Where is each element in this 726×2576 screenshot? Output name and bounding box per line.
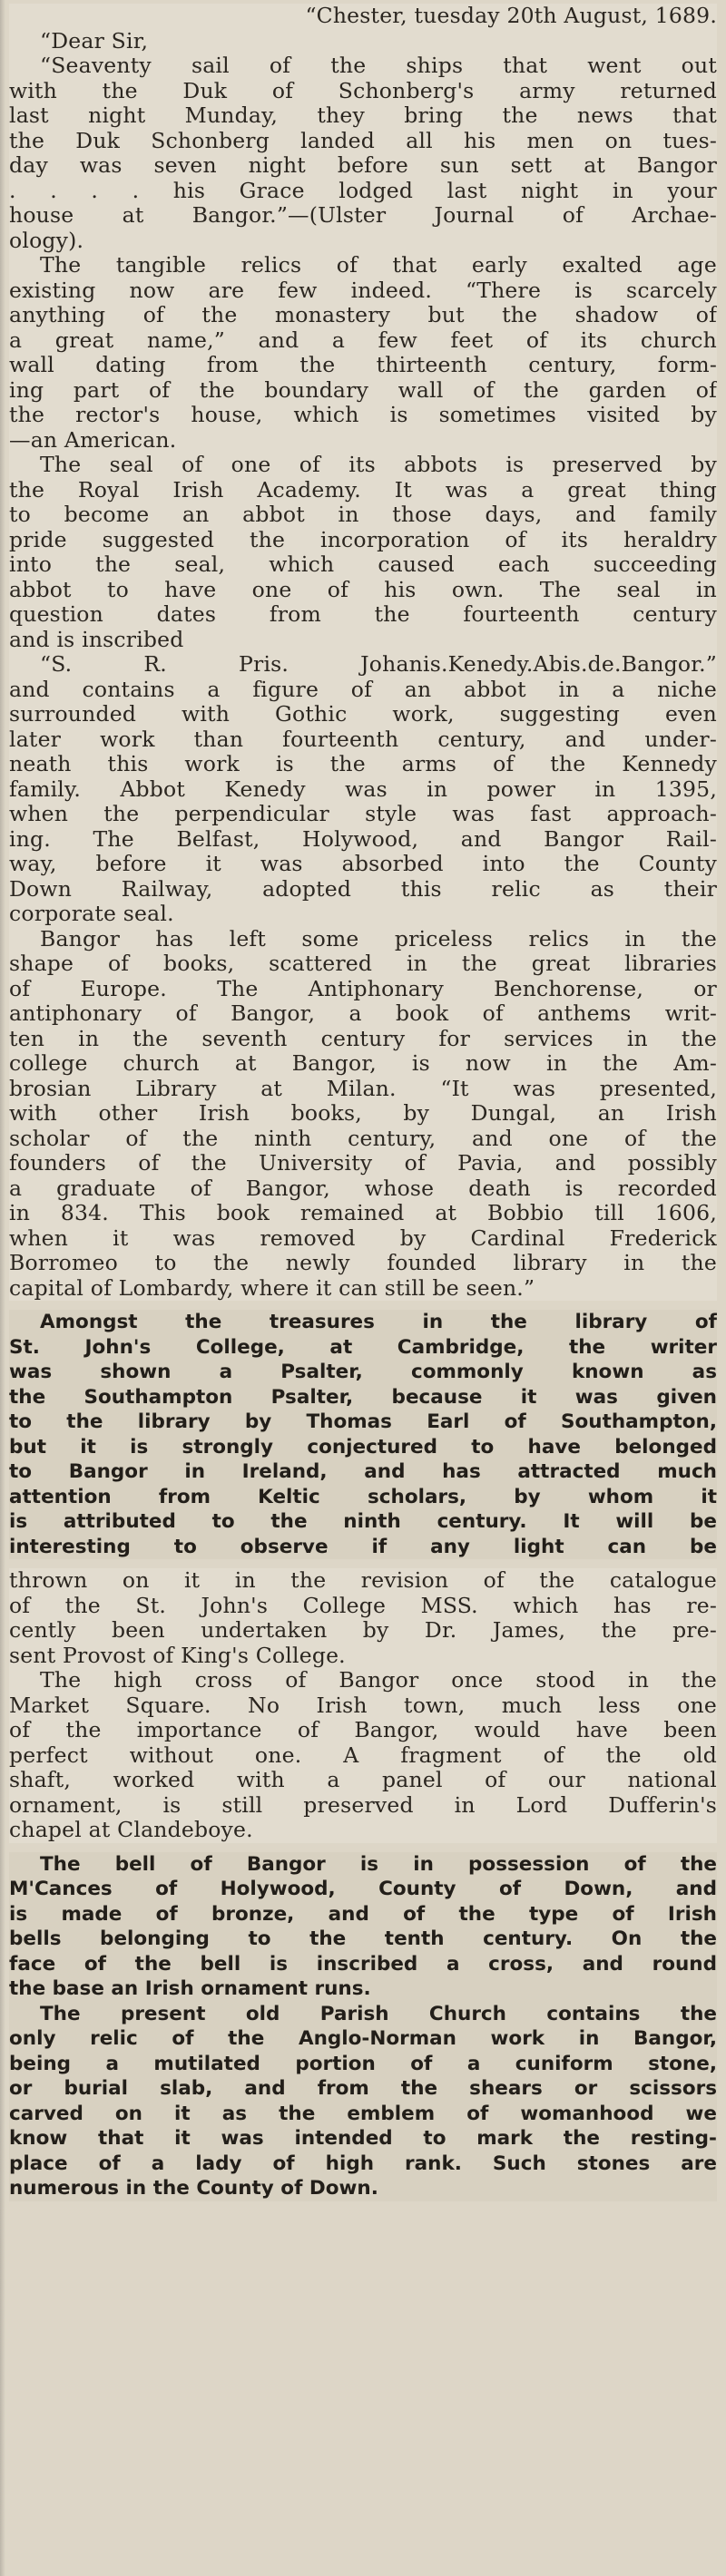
text-line: founders of the University of Pavia, and possibly <box>9 1151 717 1176</box>
text-line: place of a lady of high rank. Such stones are <box>9 2152 717 2175</box>
section-divider <box>9 1559 717 1568</box>
text-line: when the perpendicular style was fast approach- <box>9 802 717 826</box>
text-line: with other Irish books, by Dungal, an Irish <box>9 1101 717 1126</box>
text-line: sent Provost of King's College. <box>9 1643 346 1668</box>
text-line: thrown on it in the revision of the catalogue <box>9 1568 717 1593</box>
article-column <box>9 4 717 2201</box>
text-line: interesting to observe if any light can be <box>9 1535 717 1558</box>
text-line: with the Duk of Schonberg's army returned <box>9 78 717 103</box>
text-line: later work than fourteenth century, and under- <box>9 727 717 752</box>
text-line: perfect without one. A fragment of the old <box>9 1742 717 1768</box>
text-line: is made of bronze, and of the type of Irish <box>9 1902 717 1926</box>
text-line: question dates from the fourteenth century <box>9 602 717 627</box>
text-line: family. Abbot Kenedy was in power in 1395, <box>9 776 717 802</box>
clipping-edge-shadow <box>0 0 5 2576</box>
text-line: being a mutilated portion of a cuniform stone, <box>9 2052 717 2075</box>
text-line: abbot to have one of his own. The seal in <box>9 577 717 602</box>
article-section-0 <box>9 4 717 1301</box>
text-line: “Dear Sir, <box>40 28 149 54</box>
text-line: ing. The Belfast, Holywood, and Bangor Rail- <box>9 826 717 852</box>
text-line: shaft, worked with a panel of our national <box>9 1768 717 1792</box>
text-line: a great name,” and a few feet of its church <box>9 327 717 353</box>
text-line: last night Munday, they bring the news that <box>9 103 717 128</box>
text-line: shape of books, scattered in the great libraries <box>9 951 717 976</box>
text-line: pride suggested the incorporation of its heraldry <box>9 527 717 552</box>
text-line: the base an Irish ornament runs. <box>9 1977 371 2000</box>
text-line: cently been undertaken by Dr. James, the pre- <box>9 1618 717 1643</box>
text-line: into the seal, which caused each succeeding <box>9 552 717 577</box>
text-line: neath this work is the arms of the Kennedy <box>9 752 717 776</box>
text-line: the Southampton Psalter, because it was given <box>9 1385 717 1409</box>
text-line: ornament, is still preserved in Lord Dufferin's <box>9 1792 717 1818</box>
text-line: house at Bangor.”—(Ulster Journal of Archae- <box>9 203 717 228</box>
text-line: of the importance of Bangor, would have been <box>9 1718 717 1742</box>
text-line: to Bangor in Ireland, and has attracted much <box>9 1460 717 1483</box>
text-line: bells belonging to the tenth century. On the <box>9 1927 717 1950</box>
text-line: Bangor has left some priceless relics in the <box>40 926 717 951</box>
article-section-2 <box>9 1568 717 1843</box>
text-line: capital of Lombardy, where it can still be seen.” <box>9 1275 535 1301</box>
text-line: in 834. This book remained at Bobbio till 1606, <box>9 1201 717 1225</box>
text-line: anything of the monastery but the shadow of <box>9 303 717 327</box>
text-line: Amongst the treasures in the library of <box>40 1311 717 1333</box>
text-line: chapel at Clandeboye. <box>9 1818 253 1842</box>
section-divider <box>9 1843 717 1852</box>
text-line: face of the bell is inscribed a cross, and round <box>9 1952 717 1976</box>
text-line: college church at Bangor, is now in the Am- <box>9 1051 717 1076</box>
text-line: of the St. John's College MSS. which has re- <box>9 1593 717 1618</box>
text-line: numerous in the County of Down. <box>9 2177 378 2200</box>
article-section-1 <box>9 1310 717 1559</box>
text-line: the Duk Schonberg landed all his men on tues- <box>9 128 717 153</box>
text-line: or burial slab, and from the shears or scissors <box>9 2077 717 2100</box>
text-line: Borromeo to the newly founded library in the <box>9 1251 717 1275</box>
text-line: only relic of the Anglo-Norman work in Bangor, <box>9 2027 717 2050</box>
text-line: know that it was intended to mark the resting- <box>9 2127 717 2150</box>
text-line: corporate seal. <box>9 902 174 926</box>
text-line: . . . . his Grace lodged last night in your <box>9 178 717 203</box>
text-line: The high cross of Bangor once stood in the <box>40 1668 717 1693</box>
text-line: St. John's College, at Cambridge, the writer <box>9 1335 717 1359</box>
text-line: The present old Parish Church contains the <box>40 2002 717 2025</box>
text-line: when it was removed by Cardinal Frederick <box>9 1225 717 1251</box>
text-line: day was seven night before sun sett at Bangor <box>9 153 717 178</box>
text-line: ing part of the boundary wall of the garden of <box>9 377 717 403</box>
text-line: the Royal Irish Academy. It was a great thing <box>9 477 717 503</box>
text-line: but it is strongly conjectured to have belonged <box>9 1435 717 1459</box>
text-line: and contains a figure of an abbot in a niche <box>9 677 717 702</box>
text-line: to the library by Thomas Earl of Southampton, <box>9 1410 717 1433</box>
text-line: to become an abbot in those days, and family <box>9 503 717 527</box>
text-line: wall dating from the thirteenth century, form- <box>9 353 717 377</box>
text-line: way, before it was absorbed into the County <box>9 852 717 876</box>
text-line: is attributed to the ninth century. It will be <box>9 1510 717 1533</box>
text-line: and is inscribed <box>9 627 184 652</box>
text-line: was shown a Psalter, commonly known as <box>9 1361 717 1383</box>
section-divider <box>9 1301 717 1310</box>
article-section-3 <box>9 1852 717 2201</box>
text-line: scholar of the ninth century, and one of the <box>9 1126 717 1151</box>
text-line: a graduate of Bangor, whose death is recorded <box>9 1176 717 1201</box>
text-line: Market Square. No Irish town, much less one <box>9 1693 717 1718</box>
text-line: The seal of one of its abbots is preserved by <box>40 453 717 477</box>
text-line: ology). <box>9 228 84 253</box>
text-line: —an American. <box>9 427 177 453</box>
text-line: “Seaventy sail of the ships that went out <box>40 54 717 78</box>
text-line: brosian Library at Milan. “It was presented, <box>9 1076 717 1101</box>
text-line: The bell of Bangor is in possession of the <box>40 1852 717 1876</box>
text-line: “S. R. Pris. Johanis.Kenedy.Abis.de.Bangor.” <box>40 652 717 677</box>
text-line: attention from Keltic scholars, by whom it <box>9 1485 717 1508</box>
text-line: antiphonary of Bangor, a book of anthems writ- <box>9 1001 717 1026</box>
text-line: ten in the seventh century for services in the <box>9 1026 717 1051</box>
text-line: existing now are few indeed. “There is scarcely <box>9 278 717 303</box>
text-line: M'Cances of Holywood, County of Down, and <box>9 1878 717 1900</box>
text-line: carved on it as the emblem of womanhood we <box>9 2102 717 2125</box>
text-line: The tangible relics of that early exalted age <box>40 253 717 278</box>
text-line: of Europe. The Antiphonary Benchorense, or <box>9 976 717 1001</box>
text-line: “Chester, tuesday 20th August, 1689. <box>305 4 717 28</box>
text-line: surrounded with Gothic work, suggesting even <box>9 702 717 727</box>
text-line: the rector's house, which is sometimes visited by <box>9 403 717 427</box>
text-line: Down Railway, adopted this relic as their <box>9 876 717 902</box>
